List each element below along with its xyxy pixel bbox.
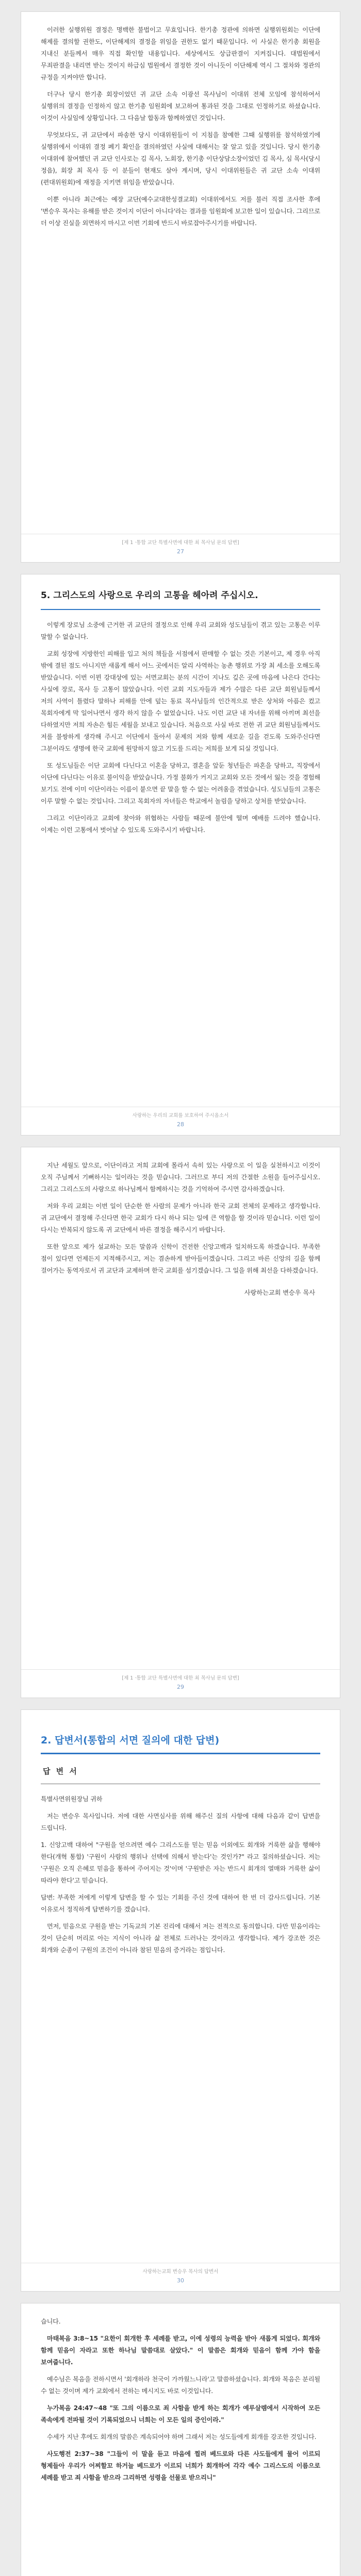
question-paragraph: 1. 신앙고백 대하여 "구원을 얻으려면 예수 그리스도를 믿는 믿음 이외에도 회개와 거룩한 삶을 행해야 한다(개혁 통합) '구원이 사람의 행위나 선택에 의해서 받는다'는 것인가?" 라고 질의하셨습니다. 저는 '구원은 오직 은혜로 믿음을 통하여 주어지는 것'이며 '구원받은 자는 반드시 회개의 열매와 거룩한 삶이 따라야 한다'고 믿습니다. <box>41 1841 320 1884</box>
paragraph: 특별사면위원장님 귀하 <box>41 1795 103 1803</box>
footer-text: 사랑하는교회 변승우 목사의 답변서 <box>142 2269 219 2275</box>
paragraph: 이렇게 장로님 소중에 근거한 귀 교단의 결정으로 인해 우리 교회와 성도님들이 겪고 있는 고통은 이루 말할 수 없습니다. <box>41 621 320 640</box>
answer-paragraph: 답변: 부족한 저에게 이렇게 답변을 할 수 있는 기회를 주신 것에 대하여 한 번 더 감사드립니다. 기본 이유로서 정직하게 답변하기를 겠습니다. <box>41 1894 320 1913</box>
page-footer <box>21 1107 340 1135</box>
paragraph: 무엇보다도, 귀 교단에서 파송한 당시 이대위원들이 이 지침을 참예한 그때 실행위를 참석하였기에 실행위에서 이대위 결정 폐기 확인을 결의하였던 사실에 대해서는 잘 알고 있을 것입니다. 당시 한기총 이대위에 참여했던 귀 교단 인사로는 김 목사, 노회장, 한기총 이단상담소장이었던 김 목사, 심 목사(당시 정읍), 회장 최 목사 등 이 분들이 현재도 살아 계시며, 당시 이대위원들은 귀 교단 소속 이대위(편대위원회)에 재정을 지키면 위임을 받았습니다. <box>41 131 320 186</box>
paragraph: 저는 변승우 목사입니다. 저에 대한 사면심사를 위해 해주신 질의 사항에 대해 다음과 같이 답변을 드립니다. <box>41 1812 320 1832</box>
section-heading <box>41 588 320 610</box>
scripture-quote: 사도행전 2:37~38 "그들이 이 말을 듣고 마음에 찔려 베드로와 다른 사도들에게 물어 이르되 형제들아 우리가 어찌할꼬 하거늘 베드로가 이르되 너희가 회개하여 각각 예수 그리스도의 이름으로 세례를 받고 죄 사함을 받으라 그리하면 성령을 선물로 받으리니" <box>41 2450 320 2481</box>
document-page <box>21 1709 340 2292</box>
page-number: 27 <box>177 548 184 555</box>
page-number: 30 <box>177 2277 184 2284</box>
page-number: 29 <box>177 1684 184 1690</box>
paragraph: 이뿐 아니라 최근에는 예장 교단(예수교대한성결교회) 이대위에서도 저를 불러 직접 조사한 후에 '변승우 목사는 유해를 받은 것이지 이단이 아니다'라는 결과를 임원회에 보고한 일이 있습니다. 그리므로 더 이상 진실을 외면하지 마시고 이번 기회에 반드시 바로잡아주시기를 바랍니다. <box>41 196 320 227</box>
paragraph: 지난 세월도 앞으로, 이단이라고 저희 교회에 몰라서 속히 있는 사랑으로 이 일을 실천하시고 이것이 오직 주님께서 기뻐하시는 일이라는 것을 믿습니다. 그러므로 부디 저의 간절한 소원을 들어주십시오. 그리고 그리스도의 사랑으로 하나님께서 함께하시는 것을 기억하여 주시면 감사하겠습니다. <box>41 1162 320 1193</box>
footer-text: 사랑하는 우리의 교회를 보호하여 주시옵소서 <box>132 1113 229 1118</box>
paragraph: 예수님은 복음을 전하시면서 '회개하라 천국이 가까웠느니라'고 말씀하셨습니다. 회개와 복음은 분리될 수 없는 것이며 제가 교회에서 전하는 메시지도 바로 이것입니다. <box>41 2376 320 2395</box>
signature: 사랑하는교회 변승우 목사 <box>244 1289 315 1296</box>
section-title: 5. 그리스도의 사랑으로 우리의 고통을 헤아려 주십시오. <box>41 590 258 601</box>
page-number: 28 <box>177 1121 184 1128</box>
paragraph: 습니다. <box>41 2318 61 2325</box>
paragraph: 교회 성장에 지방한인 피해를 입고 처의 책들을 서점에서 판매할 수 없는 것은 기본이고, 제 경우 아직 밖에 결된 점도 아니지만 새롭게 해서 어느 곳에서든 알리 사역하는 농촌 행위로 가장 최 세소를 오해도록 받았습니다. 이번 이뮌 강대상에 있는 서면교회는 분의 시간이 지나도 깊은 곳에 마음에 나은다 간다는 사실에 장로, 목사 등 고통이 많았습니다. 이런 교회 지도자들과 제가 수많은 다른 교단 회원님들께서 저의 사역이 틀렸다 말하나 피해를 안에 덮는 동료 목사님들의 인간적으로 받은 상처와 아픔은 컸고 목회자에게 막 일어나면서 생각 하지 않을 수 없었습니다. 나도 이런 교단 내 자녀를 위해 아끼며 최선을 다하였지만 저희 자손은 힘든 세월을 보내고 있습니다. 처음으로 사실 바로 전한 귀 교단 회원님들께서도 저를 불쌍하게 생각해 주시고 이단에서 돌아서 문제의 저와 함께 새로운 길을 걷도록 도와주신다면 그분이라도 생명에 한국 교회에 원망하지 않고 기도를 드리는 저희를 보게 되실 것입니다. <box>41 650 320 752</box>
document-page <box>21 11 340 563</box>
document-label: 답 변 서 <box>43 1767 78 1776</box>
paragraph: 그리고 이단이라고 교회에 찾아와 위협하는 사람들 때문에 불안에 떨며 예배를 드려야 했습니다. 이제는 이런 고통에서 벗어날 수 있도록 도와주시기 바랍니다. <box>41 815 320 834</box>
paragraph: 수세가 지난 후에도 회개의 말씀은 계속되어야 하며 그래서 저는 성도들에게 회개를 강조한 것입니다. <box>47 2433 317 2441</box>
paragraph: 또한 앞으로 제가 설교하는 모든 말씀과 신학이 건전한 신앙고백과 일치하도록 하겠습니다. 부족한 점이 있다면 언제든지 지적해주시고, 저는 겸손하게 받아들이겠습니다. 그리고 바른 신앙의 길을 함께 걸어가는 동역자로서 귀 교단과 교제하며 한국 교회를 섬기겠습니다. 그 일을 위해 최선을 다하겠습니다. <box>41 1243 320 1274</box>
document-page <box>21 2303 340 2576</box>
page-footer <box>21 1669 340 1698</box>
paragraph: 더구나 당시 한기총 회장이었던 귀 교단 소속 이광선 목사님이 이대위 전체 모임에 참석하여서 실행위의 결정을 인정하지 않고 한기총 임원회에 보고하여 통과된 것을 그대로 인정하기로 하셨습니다. 이것이 사실임에 상황입니다. 그 다음날 합동과 함께하였던 것입니다. <box>41 91 320 122</box>
document-page <box>21 1147 340 1698</box>
paragraph: 또 성도님들은 이단 교회에 다닌다고 이혼을 당하고, 결혼을 앞둔 청년들은 파혼을 당하고, 직장에서 이단에 다닌다는 이유로 불이익을 받았습니다. 가정 불화가 커지고 교회와 모든 것에서 잃는 것을 경험해 보기도 전에 이미 이단이라는 이름이 붙으면 끝 말을 할 수 없는 어려움을 겪었습니다. 성도님들의 고통은 이루 말할 수 없는 것입니다. 그리고 목회자의 자녀들은 학교에서 놀림을 당하고 상처를 받았습니다. <box>41 762 320 805</box>
footer-text: [제 1 ·통합 교단 특별사면에 대한 최 목사님 문의 답변] <box>122 1675 239 1681</box>
scripture-quote: 마태복음 3:8~15 "요한이 회개한 후 세례를 받고, 이에 성령의 능력을 받아 새롭게 되었다. 회개와 함께 믿음이 자라고 또한 하나님 말씀대로 살았다." 이 말씀은 회개와 믿음이 함께 가야 함을 보여줍니다. <box>41 2335 320 2366</box>
paragraph: 저와 우리 교회는 이번 일이 단순한 한 사람의 문제가 아니라 한국 교회 전체의 문제라고 생각합니다. 귀 교단에서 결정해 주신다면 한국 교회가 다시 하나 되는 일에 큰 역할을 할 것이라 믿습니다. 이런 일이 다시는 반복되지 않도록 귀 교단에서 바른 결정을 해주시기 바랍니다. <box>41 1202 320 1233</box>
paragraph: 이러한 실행위원 결정은 명백한 불법이고 무효입니다. 한기총 정관에 의하면 실행위원회는 이단에 해제를 결의할 권한도, 이단해제의 결정을 위임을 권한도 없기 때문입니다. 이 사실은 한기총 회원을 지내신 분들께서 매우 직접 확인할 내용입니다. 세상에서도 상급판결이 지켜집니다. 대법원에서 무죄판결을 내리면 받는 것이지 하급심 법원에서 결정한 것이 아니듯이 이단해제 역시 그 절차와 정관의 규정을 지켜야만 합니다. <box>41 26 320 81</box>
page-footer <box>21 534 340 562</box>
document-page <box>21 574 340 1136</box>
scripture-quote: 누가복음 24:47~48 "또 그의 이름으로 죄 사함을 받게 하는 회개가 예루살렘에서 시작하여 모든 족속에게 전파될 것이 기록되었으니 너희는 이 모든 일의 증인이라." <box>41 2404 320 2424</box>
page-footer <box>21 2263 340 2291</box>
section-title: 2. 답변서(통합의 서면 질의에 대한 답변) <box>41 1722 320 1754</box>
footer-text: [제 1 ·통합 교단 특별사면에 대한 최 목사님 문의 답변] <box>122 540 239 546</box>
paragraph: 먼저, 믿음으로 구원을 받는 기독교의 기본 진리에 대해서 저는 전적으로 동의합니다. 다만 믿음이라는 것이 단순히 머리로 아는 지식이 아니라 삶 전체로 드러나는 것이라고 생각합니다. 제가 강조한 것은 회개와 순종이 구원의 조건이 아니라 참된 믿음의 증거라는 점입니다. <box>41 1923 320 1954</box>
